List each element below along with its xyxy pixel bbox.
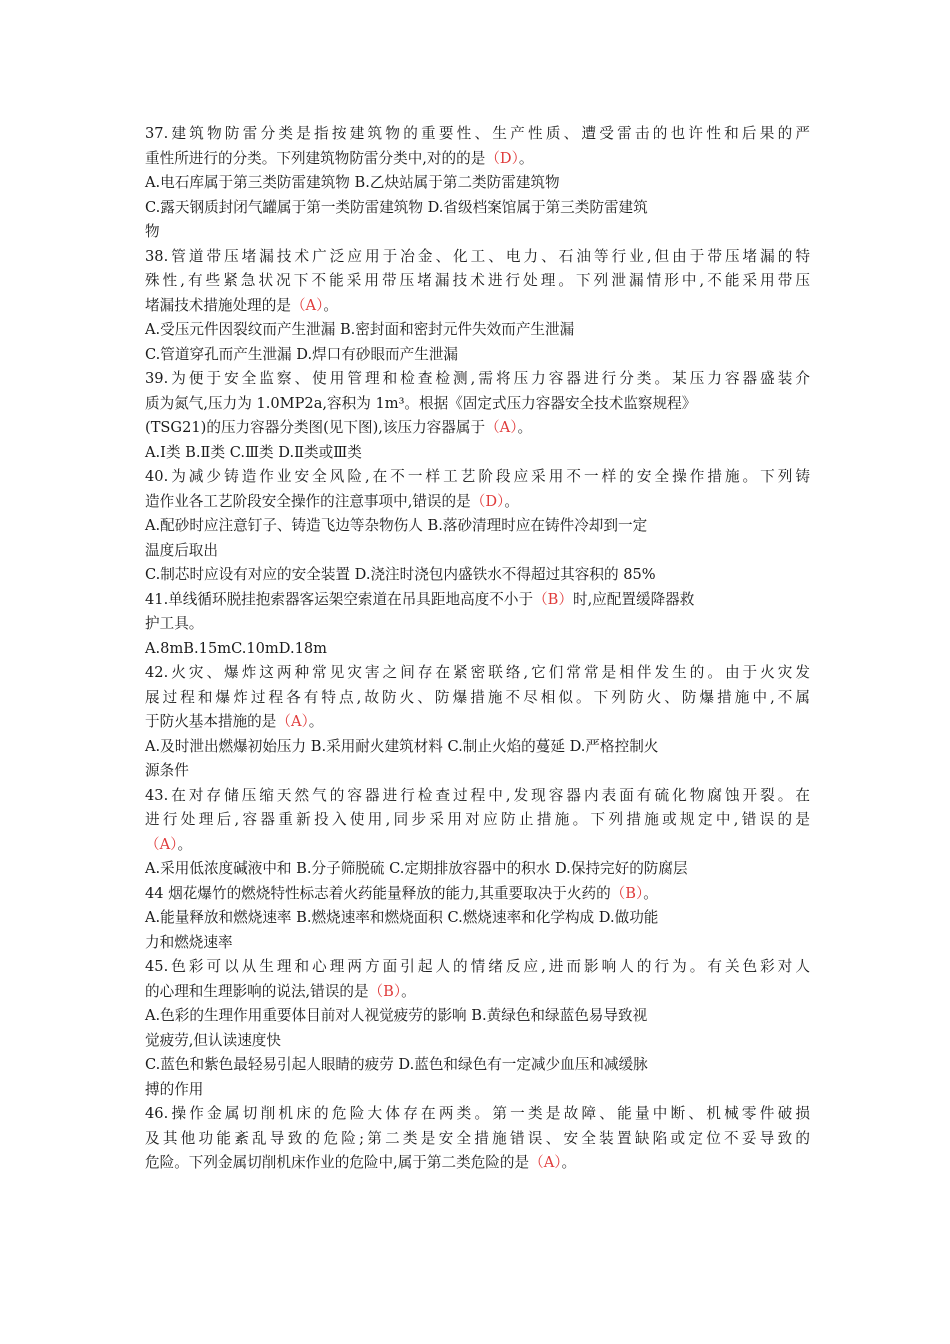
text-line (145, 980, 810, 1005)
text-line (145, 612, 810, 637)
line-text: A.配砂时应注意钉子、铸造飞边等杂物伤人 B.落砂清理时应在铸件冷却到一定 (145, 517, 648, 534)
answer-mark: （B） (610, 884, 644, 902)
line-text: 护工具。 (145, 615, 204, 632)
line-text: 41.单线循环脱挂抱索器客运架空索道在吊具距地高度不小于 (145, 590, 534, 608)
line-text-tail: 。 (308, 713, 324, 730)
text-line (145, 318, 810, 343)
text-line (145, 955, 810, 980)
text-line (145, 931, 810, 956)
line-text: 质为氮气,压力为 1.0MP2a,容积为 1m³。根据《固定式压力容器安全技术监察规程》 (145, 394, 697, 412)
line-text: A.Ⅰ类 B.Ⅱ类 C.Ⅲ类 D.Ⅱ类或Ⅲ类 (145, 443, 362, 461)
text-line (145, 1029, 810, 1054)
line-text: C.制芯时应设有对应的安全装置 D.浇注时浇包内盛铁水不得超过其容积的 85% (145, 566, 656, 583)
text-line (145, 563, 810, 588)
text-line (145, 245, 810, 270)
text-line (145, 441, 810, 466)
answer-mark: （D） (485, 149, 519, 167)
line-text-tail: 。 (323, 296, 338, 314)
text-line (145, 269, 810, 294)
text-line (145, 539, 810, 564)
line-text: 造作业各工艺阶段安全操作的注意事项中,错误的是 (145, 492, 471, 510)
line-text: 于防火基本措施的是 (145, 713, 277, 730)
line-text: 的心理和生理影响的说法,错误的是 (145, 982, 369, 1000)
text-line (145, 490, 810, 515)
line-text: (TSG21)的压力容器分类图(见下图),该压力容器属于 (145, 419, 486, 436)
line-text: 42.火灾、爆炸这两种常见灾害之间存在紧密联络,它们常常是相伴发生的。由于火灾发 (145, 664, 810, 681)
document-body (145, 122, 810, 1176)
line-text: 危险。下列金属切削机床作业的危险中,属于第二类危险的是 (145, 1154, 530, 1171)
text-line (145, 686, 810, 711)
line-text-tail: 时,应配置缓降器救 (572, 590, 695, 608)
line-text-tail: 。 (643, 884, 658, 902)
text-line (145, 661, 810, 686)
text-line (145, 343, 810, 368)
line-text-tail: 。 (561, 1154, 577, 1171)
text-line (145, 147, 810, 172)
line-text: 力和燃烧速率 (145, 933, 233, 951)
answer-mark: （A） (290, 296, 324, 314)
text-line (145, 906, 810, 931)
text-line (145, 808, 810, 833)
text-line (145, 759, 810, 784)
answer-mark: （A） (485, 419, 518, 436)
text-line (145, 1053, 810, 1078)
text-line (145, 735, 810, 760)
line-text: 温度后取出 (145, 541, 218, 559)
line-text-tail: 。 (518, 149, 534, 167)
text-line (145, 784, 810, 809)
answer-mark: （A） (276, 713, 309, 730)
text-line (145, 392, 810, 417)
line-text: 源条件 (145, 762, 189, 779)
line-text: 搏的作用 (145, 1080, 204, 1098)
line-text: 37.建筑物防雷分类是指按建筑物的重要性、生产性质、遭受雷击的也许性和后果的严 (145, 125, 810, 142)
line-text: 殊性,有些紧急状况下不能采用带压堵漏技术进行处理。下列泄漏情形中,不能采用带压 (145, 272, 810, 289)
line-text-tail: 。 (177, 835, 193, 853)
line-text-tail: 。 (401, 982, 416, 1000)
line-text: 46.操作金属切削机床的危险大体存在两类。第一类是故障、能量中断、机械零件破损 (145, 1105, 810, 1122)
line-text: 44 烟花爆竹的燃烧特性标志着火药能量释放的能力,其重要取决于火药的 (145, 884, 611, 902)
line-text: 重性所进行的分类。下列建筑物防雷分类中,对的的是 (145, 149, 486, 167)
line-text: A.电石库属于第三类防雷建筑物 B.乙炔站属于第二类防雷建筑物 (145, 174, 560, 191)
text-line (145, 514, 810, 539)
text-line (145, 367, 810, 392)
text-line (145, 294, 810, 319)
line-text: 43.在对存储压缩天然气的容器进行检查过程中,发现容器内表面有硫化物腐蚀开裂。在 (145, 786, 810, 804)
line-text: A.色彩的生理作用重要体目前对人视觉疲劳的影响 B.黄绿色和绿蓝色易导致视 (145, 1007, 648, 1024)
text-line (145, 1151, 810, 1176)
text-line (145, 416, 810, 441)
line-text: C.管道穿孔而产生泄漏 D.焊口有砂眼而产生泄漏 (145, 345, 459, 363)
text-line (145, 1127, 810, 1152)
answer-mark: （B） (533, 590, 573, 608)
text-line (145, 1078, 810, 1103)
line-text: 觉疲劳,但认读速度快 (145, 1031, 281, 1049)
line-text: 物 (145, 223, 160, 240)
line-text: C.蓝色和紫色最轻易引起人眼睛的疲劳 D.蓝色和绿色有一定减少血压和减缓脉 (145, 1056, 648, 1073)
answer-mark: （D） (470, 492, 505, 510)
text-line (145, 1102, 810, 1127)
line-text: A.8mB.15mC.10mD.18m (145, 639, 327, 657)
text-line (145, 882, 810, 907)
answer-mark: （B） (368, 982, 402, 1000)
line-text: 38.管道带压堵漏技术广泛应用于冶金、化工、电力、石油等行业,但由于带压堵漏的特 (145, 247, 810, 265)
line-text: 展过程和爆炸过程各有特点,故防火、防爆措施不尽相似。下列防火、防爆措施中,不属 (145, 688, 810, 706)
line-text: C.露天钢质封闭气罐属于第一类防雷建筑物 D.省级档案馆属于第三类防雷建筑 (145, 198, 648, 216)
text-line (145, 588, 810, 613)
line-text-tail: 。 (517, 419, 533, 436)
line-text: 进行处理后,容器重新投入使用,同步采用对应防止措施。下列措施或规定中,错误的是 (145, 811, 810, 828)
line-text: A.受压元件因裂纹而产生泄漏 B.密封面和密封元件失效而产生泄漏 (145, 321, 575, 338)
line-text: A.能量释放和燃烧速率 B.燃烧速率和燃烧面积 C.燃烧速率和化学构成 D.做功能 (145, 909, 659, 926)
answer-mark: （A） (529, 1154, 562, 1171)
text-line (145, 857, 810, 882)
line-text: 45.色彩可以从生理和心理两方面引起人的情绪反应,进而影响人的行为。有关色彩对人 (145, 958, 810, 975)
text-line (145, 465, 810, 490)
text-line (145, 122, 810, 147)
text-line (145, 171, 810, 196)
text-line (145, 833, 810, 858)
line-text: 40.为减少铸造作业安全风险,在不一样工艺阶段应采用不一样的安全操作措施。下列铸 (145, 468, 810, 485)
text-line (145, 710, 810, 735)
line-text: A.及时泄出燃爆初始压力 B.采用耐火建筑材料 C.制止火焰的蔓延 D.严格控制火 (145, 737, 659, 755)
text-line (145, 637, 810, 662)
line-text: 39.为便于安全监察、使用管理和检查检测,需将压力容器进行分类。某压力容器盛装介 (145, 370, 810, 387)
line-text-tail: 。 (504, 492, 519, 510)
text-line (145, 1004, 810, 1029)
text-line (145, 220, 810, 245)
answer-mark: （A） (145, 835, 178, 853)
line-text: 堵漏技术措施处理的是 (145, 296, 291, 314)
text-line (145, 196, 810, 221)
line-text: 及其他功能紊乱导致的危险;第二类是安全措施错误、安全装置缺陷或定位不妥导致的 (145, 1129, 810, 1147)
line-text: A.采用低浓度碱液中和 B.分子筛脱硫 C.定期排放容器中的积水 D.保持完好的防腐层 (145, 860, 688, 877)
